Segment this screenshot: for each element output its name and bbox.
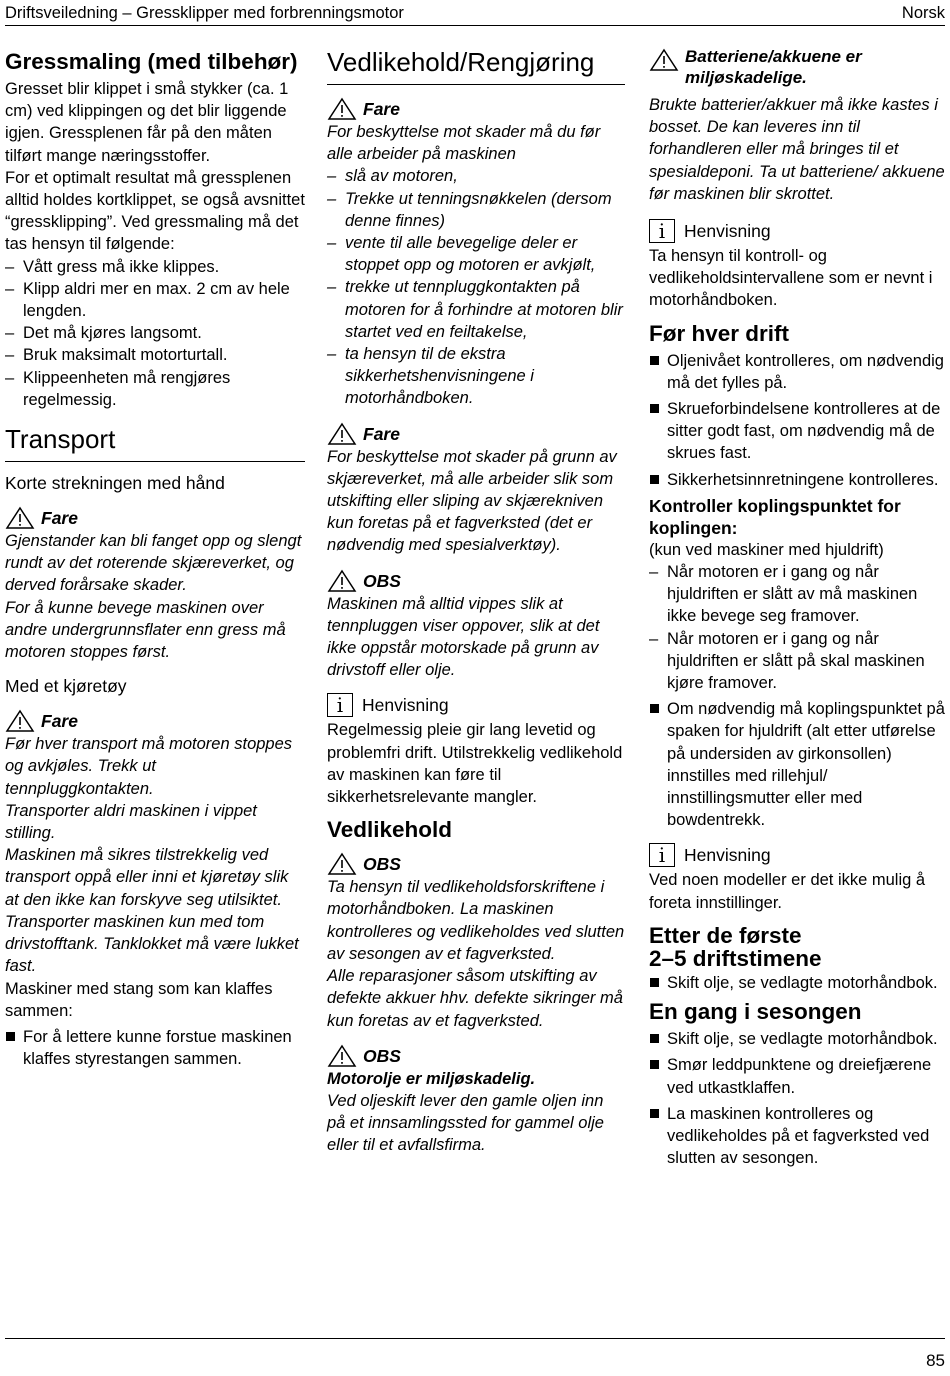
note-label: Henvisning xyxy=(684,221,771,242)
caution-block xyxy=(327,569,625,682)
battery-warning xyxy=(649,46,947,88)
section-title-mulching: Gressmaling (med tilbehør) xyxy=(5,49,298,74)
list-item: – Klippeenheten må rengjøres regelmessig. xyxy=(5,367,305,411)
warning-text: For beskyttelse mot skader må du før alle arbeider på maskinen xyxy=(327,123,601,164)
note-text: Ved noen modeller er det ikke mulig å foreta innstillinger. xyxy=(649,871,926,912)
list-item: – slå av motoren, xyxy=(327,165,625,187)
list-item: – trekke ut tennpluggkontakten på motoren for å forhindre at motoren blir startet ved en feiltakelse, xyxy=(327,276,625,343)
warning-label: Fare xyxy=(363,423,400,444)
info-icon: i xyxy=(327,693,353,717)
list-item: – Bruk maksimalt motorturtall. xyxy=(5,344,305,366)
header-title: Driftsveiledning – Gressklipper med forbrenningsmotor xyxy=(5,4,404,22)
before-list xyxy=(649,350,947,491)
list-item: La maskinen kontrolleres og vedlikeholdes på et fagverksted ved slutten av sesongen. xyxy=(649,1103,947,1170)
paragraph: Gresset blir klippet i små stykker (ca. 1 cm) ved klippingen og det blir liggende igjen. Gressplenen får på den måten tilført mange næringsstoffer. xyxy=(5,80,289,165)
section-title-service: Vedlikehold xyxy=(327,817,453,843)
mulching-list xyxy=(5,256,305,411)
note-text: Ta hensyn til kontroll- og vedlikeholdsintervallene som er nevnt i motorhåndboken. xyxy=(649,247,933,310)
caution-label: OBS xyxy=(363,1045,401,1066)
list-item: – ta hensyn til de ekstra sikkerhetshenvisningene i motorhåndboken. xyxy=(327,343,625,410)
column-right xyxy=(649,46,947,1173)
warning-triangle-icon xyxy=(5,709,35,733)
warning-text: Maskinen må sikres tilstrekkelig ved transport oppå eller inni et kjøretøy slik at den ikke kan forskyve seg utilsiktet. xyxy=(5,846,289,909)
list-item: For å lettere kunne forstue maskinen klaffes styrestangen sammen. xyxy=(5,1026,305,1070)
warning-triangle-icon xyxy=(327,97,357,121)
caution-text: Maskinen må alltid vippes slik at tennpluggen viser oppover, slik at det ikke oppstår motorskade på grunn av drivstoff eller olje. xyxy=(327,594,600,680)
list-item: Sikkerhetsinnretningene kontrolleres. xyxy=(649,469,947,491)
note-header xyxy=(649,219,947,243)
subsection-title-vehicle: Med et kjøretøy xyxy=(5,676,127,697)
warning-label: Batteriene/akkuene er miljøskadelige. xyxy=(685,47,862,87)
list-item: – Det må kjøres langsomt. xyxy=(5,322,305,344)
warning-text: Gjenstander kan bli fanget opp og slengt rundt av det roterende skjæreverket, og derved forårsake skader. xyxy=(5,532,302,595)
note-text: Regelmessig pleie gir lang levetid og problemfri drift. Utilstrekkelig vedlikehold av maskinen kan føre til sikkerhetsrelevante mangler. xyxy=(327,721,623,807)
paragraph: For et optimalt resultat må gressplenen alltid holdes kortklippet, se også avsnittet “gressklipping”. Ved gressmaling må det tas hensyn til følgende: xyxy=(5,168,305,254)
page-number: 85 xyxy=(926,1351,945,1370)
warning-label: Fare xyxy=(41,508,78,529)
list-item: Om nødvendig må koplingspunktet på spaken for hjuldrift (alt etter utførelse på undersiden av girkonsollen) innstilles med rillehjul/ innstillingsmutter eller med bowdentrekk. xyxy=(649,698,947,831)
warning-label: Fare xyxy=(363,99,400,119)
title-line: Etter de første xyxy=(649,922,802,948)
fold-list xyxy=(5,1026,305,1070)
note-header xyxy=(327,693,625,717)
header-divider xyxy=(5,25,945,26)
column-middle xyxy=(327,46,625,1157)
warning-triangle-icon xyxy=(327,569,357,593)
caution-text: Ved oljeskift lever den gamle oljen inn på et innsamlingssted for gammel olje eller til et avfallsfirma. xyxy=(327,1091,604,1155)
warning-text: Transporter maskinen kun med tom drivstofftank. Tanklokket må være lukket fast. xyxy=(5,912,299,976)
warning-text: Brukte batterier/akkuer må ikke kastes i bosset. De kan leveres inn til forhandleren eller må bringes til et spesialdeponi. Ta ut batteriene/ akkuene før maskinen blir skrottet. xyxy=(649,96,945,203)
list-item: – Klipp aldri mer en max. 2 cm av hele lengden. xyxy=(5,278,305,322)
caution-block xyxy=(327,852,625,1031)
section-title-maintenance: Vedlikehold/Rengjøring xyxy=(327,46,625,85)
list-item: – vente til alle bevegelige deler er stoppet opp og motoren er avkjølt, xyxy=(327,232,625,276)
section-title-before: Før hver drift xyxy=(649,320,790,346)
section-title-first-hours xyxy=(649,924,947,970)
paragraph: (kun ved maskiner med hjuldrift) xyxy=(649,540,884,559)
warning-triangle-icon xyxy=(5,506,35,530)
clutch-square-list xyxy=(649,698,947,831)
subsection-title-short: Korte strekningen med hånd xyxy=(5,473,225,494)
subsection-title-clutch: Kontroller koplingspunktet for koplingen: xyxy=(649,495,901,538)
warning-list xyxy=(327,165,625,409)
warning-text: For å kunne bevege maskinen over andre undergrunnsflater enn gress må motoren stoppes først. xyxy=(5,598,286,662)
list-item: – Når motoren er i gang og når hjuldriften er slått av må maskinen ikke bevege seg framover. xyxy=(649,561,947,628)
section-title-transport: Transport xyxy=(5,423,305,462)
info-icon: i xyxy=(649,219,675,243)
list-item: Skrueforbindelsene kontrolleres at de sitter godt fast, om nødvendig må de skrues fast. xyxy=(649,398,947,465)
warning-block xyxy=(5,506,305,663)
warning-block xyxy=(327,97,625,410)
list-item: – Trekke ut tenningsnøkkelen (dersom denne finnes) xyxy=(327,188,625,232)
note-label: Henvisning xyxy=(684,845,771,866)
info-icon: i xyxy=(649,843,675,867)
list-item: – Vått gress må ikke klippes. xyxy=(5,256,305,278)
clutch-dash-list xyxy=(649,561,947,694)
season-list xyxy=(649,1028,947,1169)
warning-text: Før hver transport må motoren stoppes og avkjøles. Trekk ut tennpluggkontakten. xyxy=(5,735,293,798)
first-hours-list xyxy=(649,972,947,994)
list-item: Skift olje, se vedlagte motorhåndbok. xyxy=(649,972,947,994)
header-language: Norsk xyxy=(901,4,945,22)
caution-text: Ta hensyn til vedlikeholdsforskriftene i motorhåndboken. La maskinen kontrolleres og vedlikeholdes ved slutten av sesongen av et fagverksted. xyxy=(327,878,625,963)
caution-emphasis: Motorolje er miljøskadelig. xyxy=(327,1069,536,1088)
caution-text: Alle reparasjoner såsom utskifting av defekte akkuer hhv. defekte sikringer må kun foretas av et fagverksted. xyxy=(327,967,623,1030)
caution-label: OBS xyxy=(363,854,401,875)
list-item: Skift olje, se vedlagte motorhåndbok. xyxy=(649,1028,947,1050)
warning-triangle-icon xyxy=(327,1044,357,1068)
warning-triangle-icon xyxy=(327,422,357,446)
list-item: – Når motoren er i gang og når hjuldriften er slått på skal maskinen kjøre framover. xyxy=(649,628,947,695)
list-item: Oljenivået kontrolleres, om nødvendig må det fylles på. xyxy=(649,350,947,394)
list-item: Smør leddpunktene og dreiefjærene ved utkastklaffen. xyxy=(649,1054,947,1098)
page-header xyxy=(5,2,945,24)
caution-label: OBS xyxy=(363,570,401,591)
footer-divider xyxy=(5,1338,945,1339)
note-label: Henvisning xyxy=(362,695,449,716)
warning-block xyxy=(5,709,305,977)
title-line: 2–5 driftstimene xyxy=(649,945,822,971)
note-header xyxy=(649,843,947,867)
paragraph: Maskiner med stang som kan klaffes sammen: xyxy=(5,979,273,1020)
warning-text: Transporter aldri maskinen i vippet stilling. xyxy=(5,801,257,843)
warning-label: Fare xyxy=(41,711,78,732)
section-title-season: En gang i sesongen xyxy=(649,999,862,1025)
warning-triangle-icon xyxy=(649,48,679,72)
warning-triangle-icon xyxy=(327,852,357,876)
column-left xyxy=(5,46,305,1074)
caution-block xyxy=(327,1044,625,1157)
warning-block xyxy=(327,422,625,557)
warning-text: For beskyttelse mot skader på grunn av skjæreverket, må alle arbeider slik som utskifting eller sliping av skjærekniven kun foretas på et fagverksted (det er nødvendig med spesialverktøy). xyxy=(327,447,617,555)
